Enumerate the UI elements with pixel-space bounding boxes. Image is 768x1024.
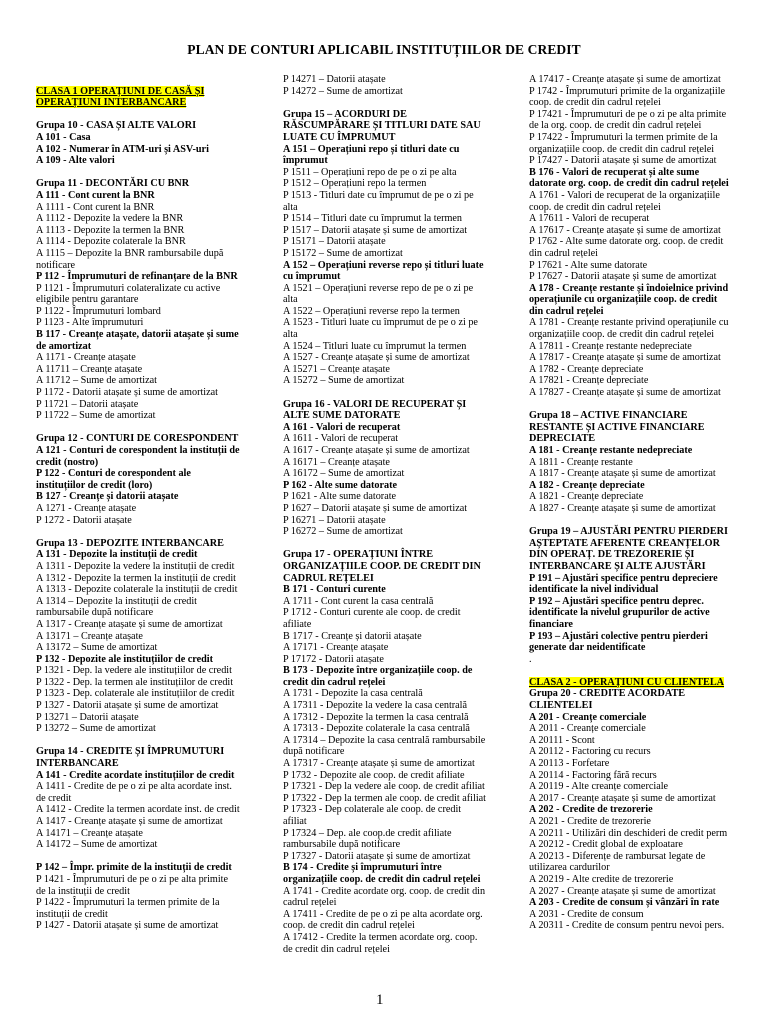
account-line: A 20211 - Utilizări din deschideri de credit perm xyxy=(529,827,728,839)
account-line: A 1711 - Cont curent la casa centrală xyxy=(283,595,434,607)
spacer xyxy=(36,851,240,863)
account-heading: B 173 - Depozite între organizațiile coop. de credit din cadrul rețelei xyxy=(283,665,473,688)
account-line: P 17621 - Alte sume datorate xyxy=(529,259,648,271)
account-heading: P 191 – Ajustări specifice pentru depreciere identificate la nivel individual xyxy=(529,572,718,596)
account-heading: A 202 - Credite de trezorerie xyxy=(529,804,653,816)
account-line: P 11722 – Sume de amortizat xyxy=(36,410,156,422)
account-line: P 17427 - Datorii atașate și sume de amortizat xyxy=(529,155,717,167)
account-heading: B 127 - Creanțe și datorii atașate xyxy=(36,491,179,503)
account-line: A 13171 – Creanțe atașate xyxy=(36,630,143,642)
account-heading: P 192 – Ajustări specifice pentru deprec. identificate la nivelul grupurilor de active financiare xyxy=(529,595,710,630)
account-line: A 17314 – Depozite la casa centrală rambursabile după notificare xyxy=(283,734,486,758)
account-line: P 17324 – Dep. ale coop.de credit afiliate rambursabile după notificare xyxy=(283,827,452,851)
account-line: P 17172 - Datorii atașate xyxy=(283,653,384,665)
account-heading: A 203 - Credite de consum și vânzări în rate xyxy=(529,897,720,909)
spacer xyxy=(529,399,733,411)
account-line: A 2021 - Credite de trezorerie xyxy=(529,816,651,827)
account-line: P 14272 – Sume de amortizat xyxy=(283,85,403,97)
account-line: A 2031 - Credite de consum xyxy=(529,908,644,920)
account-heading: P 142 – Împr. primite de la instituții de credit xyxy=(36,862,232,874)
account-line: A 20212 - Credit global de exploatare xyxy=(529,839,683,851)
account-line: . xyxy=(529,653,532,665)
account-line: A 1611 - Valori de recuperat xyxy=(283,433,399,445)
account-line: P 1513 - Titluri date cu împrumut de pe o zi pe alta xyxy=(283,189,474,213)
column-middle xyxy=(283,74,487,955)
spacer xyxy=(36,526,240,538)
account-line: P 1422 - Împrumuturi la termen primite de la instituții de credit xyxy=(36,897,220,920)
account-line: A 1731 - Depozite la casa centrală xyxy=(283,688,423,700)
account-line: A 1761 - Valori de recuperat de la organizațiile coop. de credit din cadrul rețelei xyxy=(529,189,720,213)
account-line: A 1781 - Creanțe restante privind operațiunile cu organizațiile coop. de credit din cadrul rețelei xyxy=(529,317,729,341)
account-line: A 11711 – Creanțe atașate xyxy=(36,363,143,375)
account-line: A 17313 - Depozite colaterale la casa centrală xyxy=(283,723,470,735)
account-line: A 2027 - Creanțe atașate și sume de amortizat xyxy=(529,885,716,897)
account-line: P 1272 - Datorii atașate xyxy=(36,514,132,526)
account-line: P 1712 - Conturi curente ale coop. de credit afiliate xyxy=(283,607,461,630)
account-line: A 1114 - Depozite colaterale la BNR xyxy=(36,236,186,248)
account-line: B 1717 - Creanțe și datorii atașate xyxy=(283,630,422,642)
group-heading: Grupa 18 – ACTIVE FINANCIARE RESTANTE ȘI ACTIVE FINANCIARE DEPRECIATE xyxy=(529,410,705,445)
account-line: A 1521 – Operațiuni reverse repo de pe o zi pe alta xyxy=(283,282,474,306)
spacer xyxy=(283,538,487,550)
account-line: A 20112 - Factoring cu recurs xyxy=(529,746,651,758)
account-line: A 1111 - Cont curent la BNR xyxy=(36,201,155,213)
account-line: A 20213 - Diferențe de rambursat legate de utilizarea cardurilor xyxy=(529,850,706,874)
account-line: P 17323 - Dep colaterale ale coop. de credit afiliat xyxy=(283,804,462,827)
account-line: A 1522 – Operațiuni reverse repo la termen xyxy=(283,305,460,317)
account-line: A 1171 - Creanțe atașate xyxy=(36,352,136,364)
account-heading: P 112 - Împrumuturi de refinanțare de la BNR xyxy=(36,271,238,283)
account-line: P 1627 – Datorii atașate și sume de amortizat xyxy=(283,502,468,514)
spacer xyxy=(283,97,487,109)
account-heading: B 174 - Credite și împrumuturi între organizațiile coop. de credit din cadrul rețelei xyxy=(283,862,481,885)
account-line: A 17311 - Depozite la vedere la casa centrală xyxy=(283,700,468,712)
account-line: P 17421 - Împrumuturi de pe o zi pe alta primite de la org. coop. de credit din cadrul rețelei xyxy=(529,108,727,132)
account-line: A 20111 - Scont xyxy=(529,734,595,746)
account-line: A 1271 - Creanțe atașate xyxy=(36,502,137,514)
account-line: A 1524 – Titluri luate cu împrumut la termen xyxy=(283,340,467,352)
spacer xyxy=(529,515,733,527)
account-line: P 1123 - Alte împrumuturi xyxy=(36,317,144,329)
account-line: P 17327 - Datorii atașate și sume de amortizat xyxy=(283,850,471,862)
account-line: A 17827 - Creanțe atașate și sume de amortizat xyxy=(529,387,721,399)
document-title: PLAN DE CONTURI APLICABIL INSTITUȚIILOR DE CREDIT xyxy=(187,42,581,57)
account-heading: P 132 - Depozite ale instituțiilor de credit xyxy=(36,653,214,665)
spacer xyxy=(36,422,240,434)
account-line: P 1172 - Datorii atașate și sume de amortizat xyxy=(36,387,219,399)
account-line: A 1741 - Credite acordate org. coop. de credit din cadrul rețelei xyxy=(283,885,486,909)
group-heading: Grupa 14 - CREDITE ȘI ÎMPRUMUTURI INTERBANCARE xyxy=(36,746,225,770)
account-line: A 15271 – Creanțe atașate xyxy=(283,363,390,375)
account-heading: A 131 - Depozite la instituții de credit xyxy=(36,549,198,561)
account-heading: A 101 - Casa xyxy=(36,131,91,143)
account-line: A 17412 - Credite la termen acordate org. coop. de credit din cadrul rețelei xyxy=(283,931,478,955)
account-line: A 1411 - Credite de pe o zi pe alta acordate inst. de credit xyxy=(36,781,232,804)
account-line: P 11721 – Datorii atașate xyxy=(36,398,139,410)
account-line: A 14171 – Creanțe atașate xyxy=(36,827,143,839)
account-line: A 17617 - Creanțe atașate și sume de amortizat xyxy=(529,224,721,236)
account-line: A 1821 - Creanțe depreciate xyxy=(529,491,644,503)
account-line: P 17322 - Dep la termen ale coop. de credit afiliat xyxy=(283,792,487,804)
account-line: P 16271 – Datorii atașate xyxy=(283,514,386,526)
account-line: A 1827 - Creanțe atașate și sume de amortizat xyxy=(529,502,716,514)
account-line: A 1311 - Depozite la vedere la instituții de credit xyxy=(36,560,235,572)
account-heading: B 176 - Valori de recuperat și alte sume datorate org. coop. de credit din cadrul rețelei xyxy=(529,166,729,190)
spacer xyxy=(36,167,240,179)
account-line: P 1322 - Dep. la termen ale instituțiilor de credit xyxy=(36,676,234,688)
account-line: P 1121 - Împrumuturi colateralizate cu active eligibile pentru garantare xyxy=(36,282,221,306)
page-number: 1 xyxy=(376,992,384,1008)
spacer xyxy=(36,735,240,747)
column-left xyxy=(36,74,240,932)
account-line: A 1312 - Depozite la termen la instituții de credit xyxy=(36,572,237,584)
class-heading: CLASA 2 - OPERAȚIUNI CU CLIENTELA xyxy=(529,676,725,688)
account-line: A 1527 - Creanțe atașate și sume de amortizat xyxy=(283,352,470,364)
account-line: P 1732 - Depozite ale coop. de credit afiliate xyxy=(283,769,465,781)
account-heading: A 141 - Credite acordate instituțiilor de credit xyxy=(36,769,235,781)
account-line: A 20113 - Forfetare xyxy=(529,758,610,770)
group-heading: Grupa 13 - DEPOZITE INTERBANCARE xyxy=(36,537,224,549)
account-line: A 2011 - Creanțe comerciale xyxy=(529,723,646,735)
account-line: A 1313 - Depozite colaterale la instituții de credit xyxy=(36,584,238,596)
account-heading: A 181 - Creanțe restante nedepreciate xyxy=(529,445,693,456)
account-line: A 14172 – Sume de amortizat xyxy=(36,839,158,851)
account-line: P 1742 - Împrumuturi primite de la organizațiile coop. de credit din cadrul rețelei xyxy=(529,85,726,109)
spacer xyxy=(529,665,733,677)
account-line: P 13272 – Sume de amortizat xyxy=(36,723,156,735)
account-line: P 1327 - Datorii atașate și sume de amortizat xyxy=(36,700,219,712)
account-line: P 14271 – Datorii atașate xyxy=(283,74,386,85)
account-line: A 1412 - Credite la termen acordate inst. de credit xyxy=(36,804,240,816)
account-line: P 15171 – Datorii atașate xyxy=(283,236,386,248)
account-heading: A 102 - Numerar în ATM-uri și ASV-uri xyxy=(36,143,209,155)
account-line: A 2017 - Creanțe atașate și sume de amortizat xyxy=(529,792,716,804)
account-line: A 20114 - Factoring fără recurs xyxy=(529,769,657,781)
account-line: A 1115 – Depozite la BNR rambursabile după notificare xyxy=(36,247,224,271)
account-line: A 16171 – Creanțe atașate xyxy=(283,456,390,468)
group-heading: Grupa 10 - CASA ȘI ALTE VALORI xyxy=(36,120,197,132)
account-heading: A 121 - Conturi de corespondent la instituții de credit (nostro) xyxy=(36,445,240,468)
account-line: P 1323 - Dep. colaterale ale instituțiilor de credit xyxy=(36,688,235,700)
account-heading: P 193 – Ajustări colective pentru pierderi generate dar neidentificate xyxy=(529,630,708,654)
group-heading: Grupa 16 - VALORI DE RECUPERAT ȘI ALTE SUME DATORATE xyxy=(283,398,467,422)
account-heading: P 162 - Alte sume datorate xyxy=(283,479,398,491)
group-heading: Grupa 15 – ACORDURI DE RĂSCUMPĂRARE ȘI TITLURI DATE SAU LUATE CU ÎMPRUMUT xyxy=(283,108,481,143)
group-heading: Grupa 12 - CONTURI DE CORESPONDENT xyxy=(36,433,239,445)
account-heading: P 122 - Conturi de corespondent ale instituțiilor de credit (loro) xyxy=(36,468,191,491)
account-heading: A 111 - Cont curent la BNR xyxy=(36,189,155,201)
account-heading: B 171 - Conturi curente xyxy=(283,584,386,596)
account-line: P 17321 - Dep la vedere ale coop. de credit afiliat xyxy=(283,781,485,793)
group-heading: Grupa 19 – AJUSTĂRI PENTRU PIERDERI AȘTEPTATE AFERENTE CREANȚELOR DIN OPERAȚ. DE TREZORERIE ȘI INTERBANCARE ȘI ALTE AJUSTĂRI xyxy=(529,526,728,572)
account-line: P 1427 - Datorii atașate și sume de amortizat xyxy=(36,920,219,932)
account-line: A 1817 - Creanțe atașate și sume de amortizat xyxy=(529,468,716,480)
account-line: A 16172 – Sume de amortizat xyxy=(283,468,405,480)
group-heading: Grupa 20 - CREDITE ACORDATE CLIENTELEI xyxy=(529,688,686,712)
account-line: A 20119 - Alte creanțe comerciale xyxy=(529,781,669,793)
account-line: A 17317 - Creanțe atașate și sume de amortizat xyxy=(283,758,475,770)
account-line: A 1112 - Depozite la vedere la BNR xyxy=(36,213,184,225)
account-line: A 17821 - Creanțe depreciate xyxy=(529,375,649,387)
account-line: A 20311 - Credite de consum pentru nevoi pers. xyxy=(529,920,725,932)
account-line: A 1314 – Depozite la instituții de credit rambursabile după notificare xyxy=(36,595,197,619)
account-line: A 1811 - Creanțe restante xyxy=(529,456,633,468)
account-line: P 17422 - Împrumuturi la termen primite de la organizațiile coop. de credit din cadrul rețelei xyxy=(529,131,718,155)
account-line: A 1617 - Creanțe atașate și sume de amortizat xyxy=(283,445,470,456)
account-line: A 1523 - Titluri luate cu împrumut de pe o zi pe alta xyxy=(283,317,478,341)
account-line: P 1517 – Datorii atașate și sume de amortizat xyxy=(283,224,468,236)
account-line: P 13271 – Datorii atașate xyxy=(36,711,139,723)
group-heading: Grupa 11 - DECONTĂRI CU BNR xyxy=(36,178,190,190)
account-heading: A 182 - Creanțe depreciate xyxy=(529,479,645,491)
spacer xyxy=(283,387,487,399)
account-line: A 13172 – Sume de amortizat xyxy=(36,642,158,654)
account-line: A 1113 - Depozite la termen la BNR xyxy=(36,224,185,236)
account-line: A 17611 - Valori de recuperat xyxy=(529,213,650,225)
group-heading: Grupa 17 - OPERAȚIUNI ÎNTRE ORGANIZAȚIILE COOP. DE CREDIT DIN CADRUL REȚELEI xyxy=(283,549,481,584)
account-line: P 17627 - Datorii atașate și sume de amortizat xyxy=(529,271,717,283)
account-line: A 11712 – Sume de amortizat xyxy=(36,375,158,387)
account-line: A 17411 - Credite de pe o zi pe alta acordate org. coop. de credit din cadrul rețelei xyxy=(283,908,483,932)
account-line: P 15172 – Sume de amortizat xyxy=(283,247,403,259)
column-right xyxy=(529,74,733,932)
account-line: P 1321 - Dep. la vedere ale instituțiilor de credit xyxy=(36,665,232,677)
account-heading: A 109 - Alte valori xyxy=(36,155,115,167)
account-heading: A 178 - Creanțe restante și îndoielnice privind operațiunile cu organizațiile coop. de credit din cadrul rețelei xyxy=(529,282,729,317)
account-line: A 1782 - Creanțe depreciate xyxy=(529,363,644,375)
account-line: P 1621 - Alte sume datorate xyxy=(283,491,397,503)
account-line: P 1762 - Alte sume datorate org. coop. de credit din cadrul rețelei xyxy=(529,236,724,259)
account-heading: A 151 – Operațiuni repo și titluri date cu împrumut xyxy=(283,143,460,167)
account-line: A 17817 - Creanțe atașate și sume de amortizat xyxy=(529,352,721,364)
account-line: P 1511 – Operațiuni repo de pe o zi pe alta xyxy=(283,166,457,178)
account-line: P 1122 - Împrumuturi lombard xyxy=(36,305,161,317)
spacer xyxy=(36,109,240,121)
class-heading: CLASA 1 OPERAȚIUNI DE CASĂ ȘI OPERAȚIUNI INTERBANCARE xyxy=(36,85,205,109)
account-heading: A 161 - Valori de recuperat xyxy=(283,421,401,433)
account-line: A 20219 - Alte credite de trezorerie xyxy=(529,873,674,885)
account-line: A 1317 - Creanțe atașate și sume de amortizat xyxy=(36,618,223,630)
account-line: P 1421 - Împrumuturi de pe o zi pe alta primite de la instituții de credit xyxy=(36,873,229,897)
account-line: A 17312 - Depozite la termen la casa centrală xyxy=(283,711,469,723)
account-line: A 17417 - Creanțe atașate și sume de amortizat xyxy=(529,74,721,85)
account-line: A 17171 - Creanțe atașate xyxy=(283,642,389,654)
account-line: A 15272 – Sume de amortizat xyxy=(283,375,405,387)
spacer xyxy=(36,74,240,86)
account-line: P 16272 – Sume de amortizat xyxy=(283,526,403,538)
account-heading: B 117 - Creanțe atașate, datorii atașate și sume de amortizat xyxy=(36,329,239,352)
account-heading: A 152 – Operațiuni reverse repo și titluri luate cu împrumut xyxy=(283,259,484,283)
account-line: A 17811 - Creanțe restante nedepreciate xyxy=(529,340,692,352)
account-line: P 1514 – Titluri date cu împrumut la termen xyxy=(283,213,463,225)
account-line: A 1417 - Creanțe atașate și sume de amortizat xyxy=(36,816,223,827)
account-heading: A 201 - Creanțe comerciale xyxy=(529,711,647,723)
account-line: P 1512 – Operațiuni repo la termen xyxy=(283,178,427,190)
